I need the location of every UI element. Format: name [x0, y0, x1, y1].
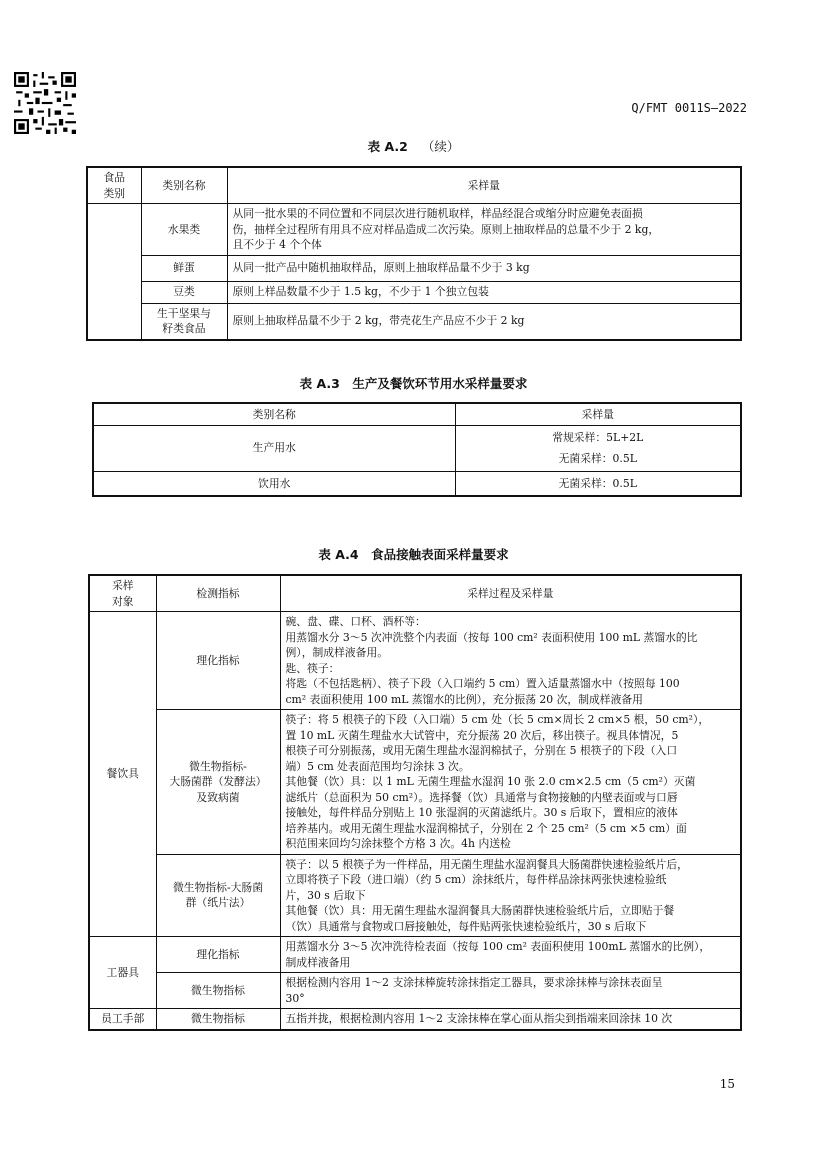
col-header-indicator: 检测指标: [156, 575, 280, 612]
indicator-cell: 微生物指标- 大肠菌群（发酵法） 及致病菌: [156, 710, 280, 855]
table-row: [87, 303, 741, 340]
table-row: [89, 612, 741, 710]
indicator-cell: 微生物指标-大肠菌 群（纸片法）: [156, 854, 280, 937]
indicator-cell: 微生物指标: [156, 1009, 280, 1030]
table-row: [89, 937, 741, 973]
row-name: 水果类: [141, 204, 227, 256]
indicator-cell: 微生物指标: [156, 973, 280, 1009]
table-a2-caption: 表 A.2 （续）: [367, 139, 460, 154]
object-cell: 餐饮具: [89, 612, 156, 937]
table-row: [89, 710, 741, 855]
col-header-amount: 采样量: [227, 167, 741, 204]
indicator-cell: 理化指标: [156, 612, 280, 710]
table-a2: [86, 166, 742, 341]
table-row: [89, 854, 741, 937]
object-cell: 员工手部: [89, 1009, 156, 1030]
row-amount: 无菌采样：0.5L: [455, 471, 741, 496]
row-amount: 常规采样：5L+2L 无菌采样：0.5L: [455, 425, 741, 471]
col-header-process: 采样过程及采样量: [280, 575, 741, 612]
indicator-cell: 理化指标: [156, 937, 280, 973]
table-row: [93, 425, 741, 471]
table-row: [89, 1009, 741, 1030]
table-row: [93, 471, 741, 496]
table-a3-caption: 表 A.3 生产及餐饮环节用水采样量要求: [299, 376, 528, 391]
qr-code-icon: [14, 72, 76, 134]
col-header-amount: 采样量: [455, 403, 741, 425]
process-cell: 根据检测内容用 1～2 支涂抹棒旋转涂抹指定工器具，要求涂抹棒与涂抹表面呈 30°: [280, 973, 741, 1009]
row-amount: 原则上样品数量不少于 1.5 kg，不少于 1 个独立包装: [227, 281, 741, 303]
process-cell: 五指并拢，根据检测内容用 1～2 支涂抹棒在掌心面从指尖到指端来回涂抹 10 次: [280, 1009, 741, 1030]
table-row: [87, 255, 741, 281]
row-name: 饮用水: [93, 471, 455, 496]
process-cell: 筷子：以 5 根筷子为一件样品，用无菌生理盐水湿润餐具大肠菌群快速检验纸片后， 立即将筷子下段（进口端）（约 5 cm）涂抹纸片，每件样品涂抹两张快速检验纸 片，30 s 后取下 其他餐（饮）具：用无菌生理盐水湿润餐具大肠菌群快速检验纸片后，立即贴于餐 （饮）具通常与食物或口唇接触处，每件贴两张快速检验纸片，30 s 后取下: [280, 854, 741, 937]
table-a3: [92, 402, 742, 497]
row-name: 鲜蛋: [141, 255, 227, 281]
process-cell: 筷子：将 5 根筷子的下段（入口端）5 cm 处（长 5 cm×周长 2 cm×5 根，50 cm²）， 置 10 mL 灭菌生理盐水大试管中，充分振荡 20 次后，移出筷子。视具体情况，5 根筷子可分别振荡，或用无菌生理盐水湿润棉拭子，分别在 5 根筷子的下段（入口 端）5 cm 处表面范围均匀涂抹 3 次。 其他餐（饮）具：以 1 mL 无菌生理盐水湿润 10 张 2.0 cm×2.5 cm（5 cm²）灭菌 滤纸片（总面积为 50 cm²）。选择餐（饮）具通常与食物接触的内壁表面或与口唇 接触处，每件样品分别贴上 10 张湿润的灭菌滤纸片。30 s 后取下，置相应的液体 培养基内。或用无菌生理盐水湿润棉拭子，分别在 2 个 25 cm²（5 cm ×5 cm）面 积范围来回均匀涂抹整个方格 3 次。4h 内送检: [280, 710, 741, 855]
row-name: 生干坚果与 籽类食品: [141, 303, 227, 340]
col-header-object: 采样 对象: [89, 575, 156, 612]
table-row: [89, 973, 741, 1009]
row-amount: 从同一批产品中随机抽取样品，原则上抽取样品量不少于 3 kg: [227, 255, 741, 281]
process-cell: 碗、盘、碟、口杯、酒杯等： 用蒸馏水分 3～5 次冲洗整个内表面（按每 100 cm² 表面积使用 100 mL 蒸馏水的比 例），制成样液备用。 匙、筷子： 将匙（不包括匙柄）、筷子下段（入口端约 5 cm）置入适量蒸馏水中（按照每 100 cm² 表面积使用 100 mL 蒸馏水的比例），充分振荡 20 次，制成样液备用: [280, 612, 741, 710]
table-a4: [88, 574, 742, 1031]
row-name: 豆类: [141, 281, 227, 303]
table-row: [87, 281, 741, 303]
row-amount: 原则上抽取样品量不少于 2 kg，带壳花生产品应不少于 2 kg: [227, 303, 741, 340]
process-cell: 用蒸馏水分 3～5 次冲洗待检表面（按每 100 cm² 表面积使用 100mL 蒸馏水的比例）， 制成样液备用: [280, 937, 741, 973]
object-cell: 工器具: [89, 937, 156, 1009]
document-id: Q/FMT 0011S—2022: [631, 101, 747, 115]
col-header-name: 类别名称: [141, 167, 227, 204]
col-header-category: 食品 类别: [87, 167, 141, 204]
row-name: 生产用水: [93, 425, 455, 471]
col-header-name: 类别名称: [93, 403, 455, 425]
row-amount: 从同一批水果的不同位置和不同层次进行随机取样，样品经混合或缩分时应避免表面损 伤，抽样全过程所有用具不应对样品造成二次污染。原则上抽取样品的总量不少于 2 kg， 且不少于 4 个个体: [227, 204, 741, 256]
table-row: [87, 204, 741, 256]
table-a4-caption: 表 A.4 食品接触表面采样量要求: [318, 547, 509, 562]
category-cell: [87, 204, 141, 340]
page-number: 15: [719, 1077, 735, 1091]
